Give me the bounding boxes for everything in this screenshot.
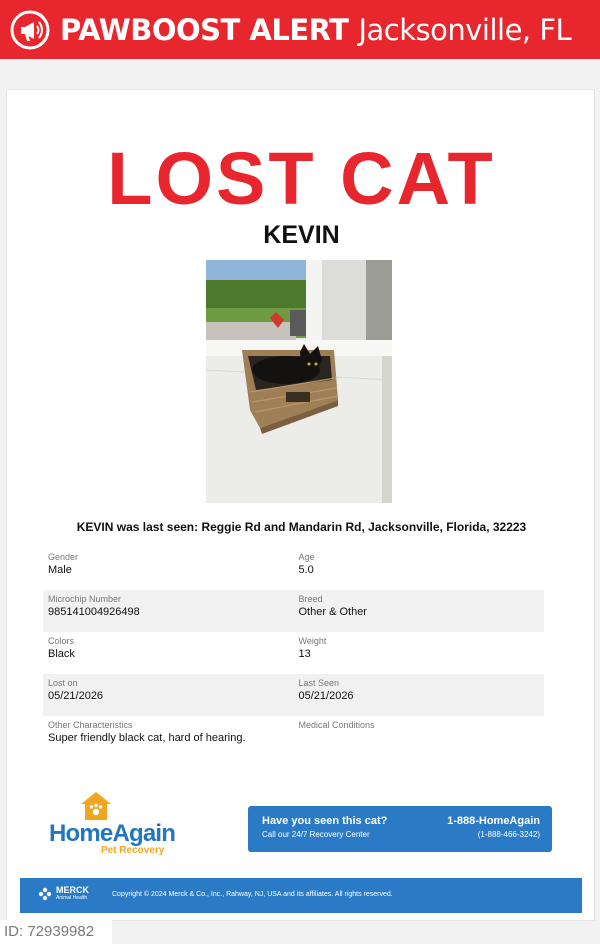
house-paw-icon — [79, 790, 113, 822]
homeagain-subtitle: Pet Recovery — [101, 845, 165, 856]
pet-details-table — [43, 548, 544, 758]
merck-subtitle: Animal Health — [56, 895, 88, 901]
detail-lost-on: Lost on 05/21/2026 — [48, 678, 104, 702]
detail-colors: Colors Black — [48, 636, 75, 660]
cat-photo — [206, 260, 392, 503]
alert-header — [0, 0, 600, 59]
cta-phone: 1-888-HomeAgain — [447, 815, 540, 827]
merck-footer — [20, 878, 582, 913]
location-label: Jacksonville, FL — [358, 12, 572, 47]
details-row — [43, 590, 544, 632]
details-row — [43, 632, 544, 674]
lost-pet-flyer — [6, 89, 595, 921]
alert-id-label: ID: 72939982 — [0, 920, 112, 944]
detail-last-seen: Last Seen 05/21/2026 — [298, 678, 354, 702]
cta-question: Have you seen this cat? — [262, 815, 388, 827]
detail-other-characteristics: Other Characteristics Super friendly black cat, hard of hearing. — [48, 720, 246, 744]
recovery-call-banner — [248, 806, 552, 852]
last-seen-text: KEVIN was last seen: Reggie Rd and Mandarin Rd, Jacksonville, Florida, 32223 — [76, 520, 527, 534]
merck-logo — [38, 886, 89, 901]
merck-mark-icon — [38, 887, 52, 901]
flyer-headline: LOST CAT — [107, 137, 496, 220]
homeagain-wordmark: HomeAgain — [49, 820, 176, 847]
details-row — [43, 716, 544, 758]
detail-medical-conditions: Medical Conditions — [298, 720, 375, 730]
detail-age: Age 5.0 — [298, 552, 315, 576]
megaphone-icon — [8, 8, 52, 52]
details-row — [43, 674, 544, 716]
copyright-text: Copyright © 2024 Merck & Co., Inc., Rahway, NJ, USA and its affiliates. All rights reserved. — [112, 891, 393, 898]
merck-name: MERCK — [56, 885, 89, 895]
detail-gender: Gender Male — [48, 552, 79, 576]
brand-title: PAWBOOST ALERT — [60, 12, 349, 47]
homeagain-logo — [47, 790, 187, 860]
cta-subtext: Call our 24/7 Recovery Center — [262, 830, 370, 839]
pet-name: KEVIN — [263, 221, 340, 249]
detail-microchip: Microchip Number 985141004926498 — [48, 594, 140, 618]
detail-weight: Weight 13 — [298, 636, 327, 660]
detail-breed: Breed Other & Other — [298, 594, 367, 618]
cta-phone-digits: (1-888-466-3242) — [477, 830, 540, 839]
details-row — [43, 548, 544, 590]
